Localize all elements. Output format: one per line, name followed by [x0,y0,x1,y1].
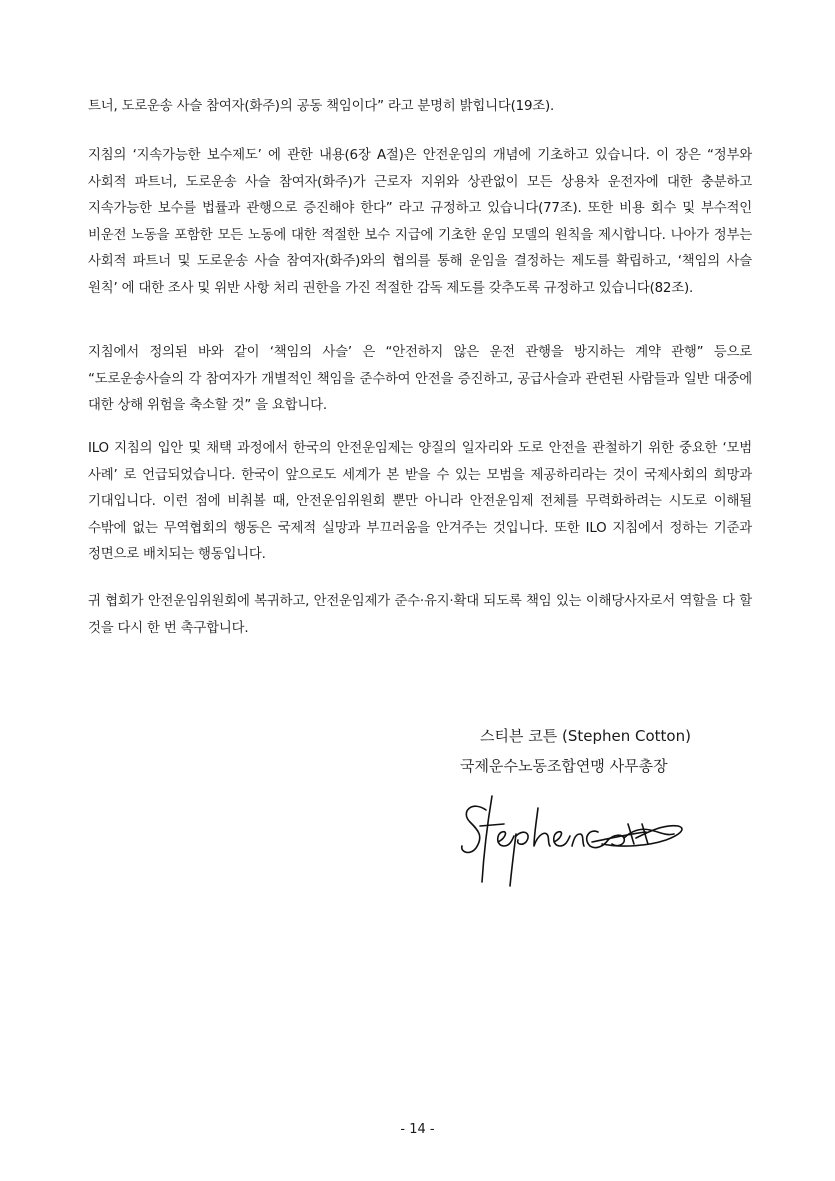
body-paragraph-4: ILO 지침의 입안 및 채택 과정에서 한국의 안전운임제는 양질의 일자리와 도로 안전을 관철하기 위한 중요한 ‘모범 사례’ 로 언급되었습니다. 한국이 앞으로도 세계가 본 받을 수 있는 모범을 제공하리라는 것이 국제사회의 희망과 기대입니다. 이런 점에 비춰볼 때, 안전운임위원회 뿐만 아니라 안전운임제 전체를 무력화하려는 시도로 이해될 수밖에 없는 무역협회의 행동은 국제적 실망과 부끄러움을 안겨주는 것입니다. 또한 ILO 지침에서 정하는 기준과 정면으로 배치되는 행동입니다. [88,441,752,562]
page-number: - 14 - [400,1122,435,1137]
body-paragraph-2: 지침의 ‘지속가능한 보수제도’ 에 관한 내용(6장 A절)은 안전운임의 개념에 기초하고 있습니다. 이 장은 “정부와 사회적 파트너, 도로운송 사슬 참여자(화주)가 근로자 지위와 상관없이 모든 상용차 운전자에 대한 충분하고 지속가능한 보수를 법률과 관행으로 증진해야 한다” 라고 규정하고 있습니다(77조). 또한 비용 회수 및 부수적인 비운전 노동을 포함한 모든 노동에 대한 적절한 보수 지급에 기초한 운임 모델의 원칙을 제시합니다. 나아가 정부는 사회적 파트너 및 도로운송 사슬 참여자(화주)와의 협의를 통해 운임을 결정하는 제도를 확립하고, ‘책임의 사슬 원칙’ 에 대한 조사 및 위반 사항 처리 권한을 가진 적절한 감독 제도를 갖추도록 규정하고 있습니다(82조). [88,148,752,296]
body-paragraph-1: 트너, 도로운송 사슬 참여자(화주)의 공동 책임이다” 라고 분명히 밝힙니다(19조). [88,99,555,114]
body-paragraph-3: 지침에서 정의된 바와 같이 ‘책임의 사슬’ 은 “안전하지 않은 운전 관행을 방지하는 계약 관행” 등으로 “도로운송사슬의 각 참여자가 개별적인 책임을 준수하여 안전을 증진하고, 공급사슬과 관련된 사람들과 일반 대중에 대한 상해 위험을 축소할 것” 을 요합니다. [88,345,752,413]
signatory-title: 국제운수노동조합연맹 사무총장 [460,757,668,775]
signatory-name: 스티븐 코튼 (Stephen Cotton) [480,727,691,745]
handwritten-signature [452,790,692,900]
body-paragraph-5: 귀 협회가 안전운임위원회에 복귀하고, 안전운임제가 준수·유지·확대 되도록 책임 있는 이해당사자로서 역할을 다 할 것을 다시 한 번 촉구합니다. [88,594,752,636]
